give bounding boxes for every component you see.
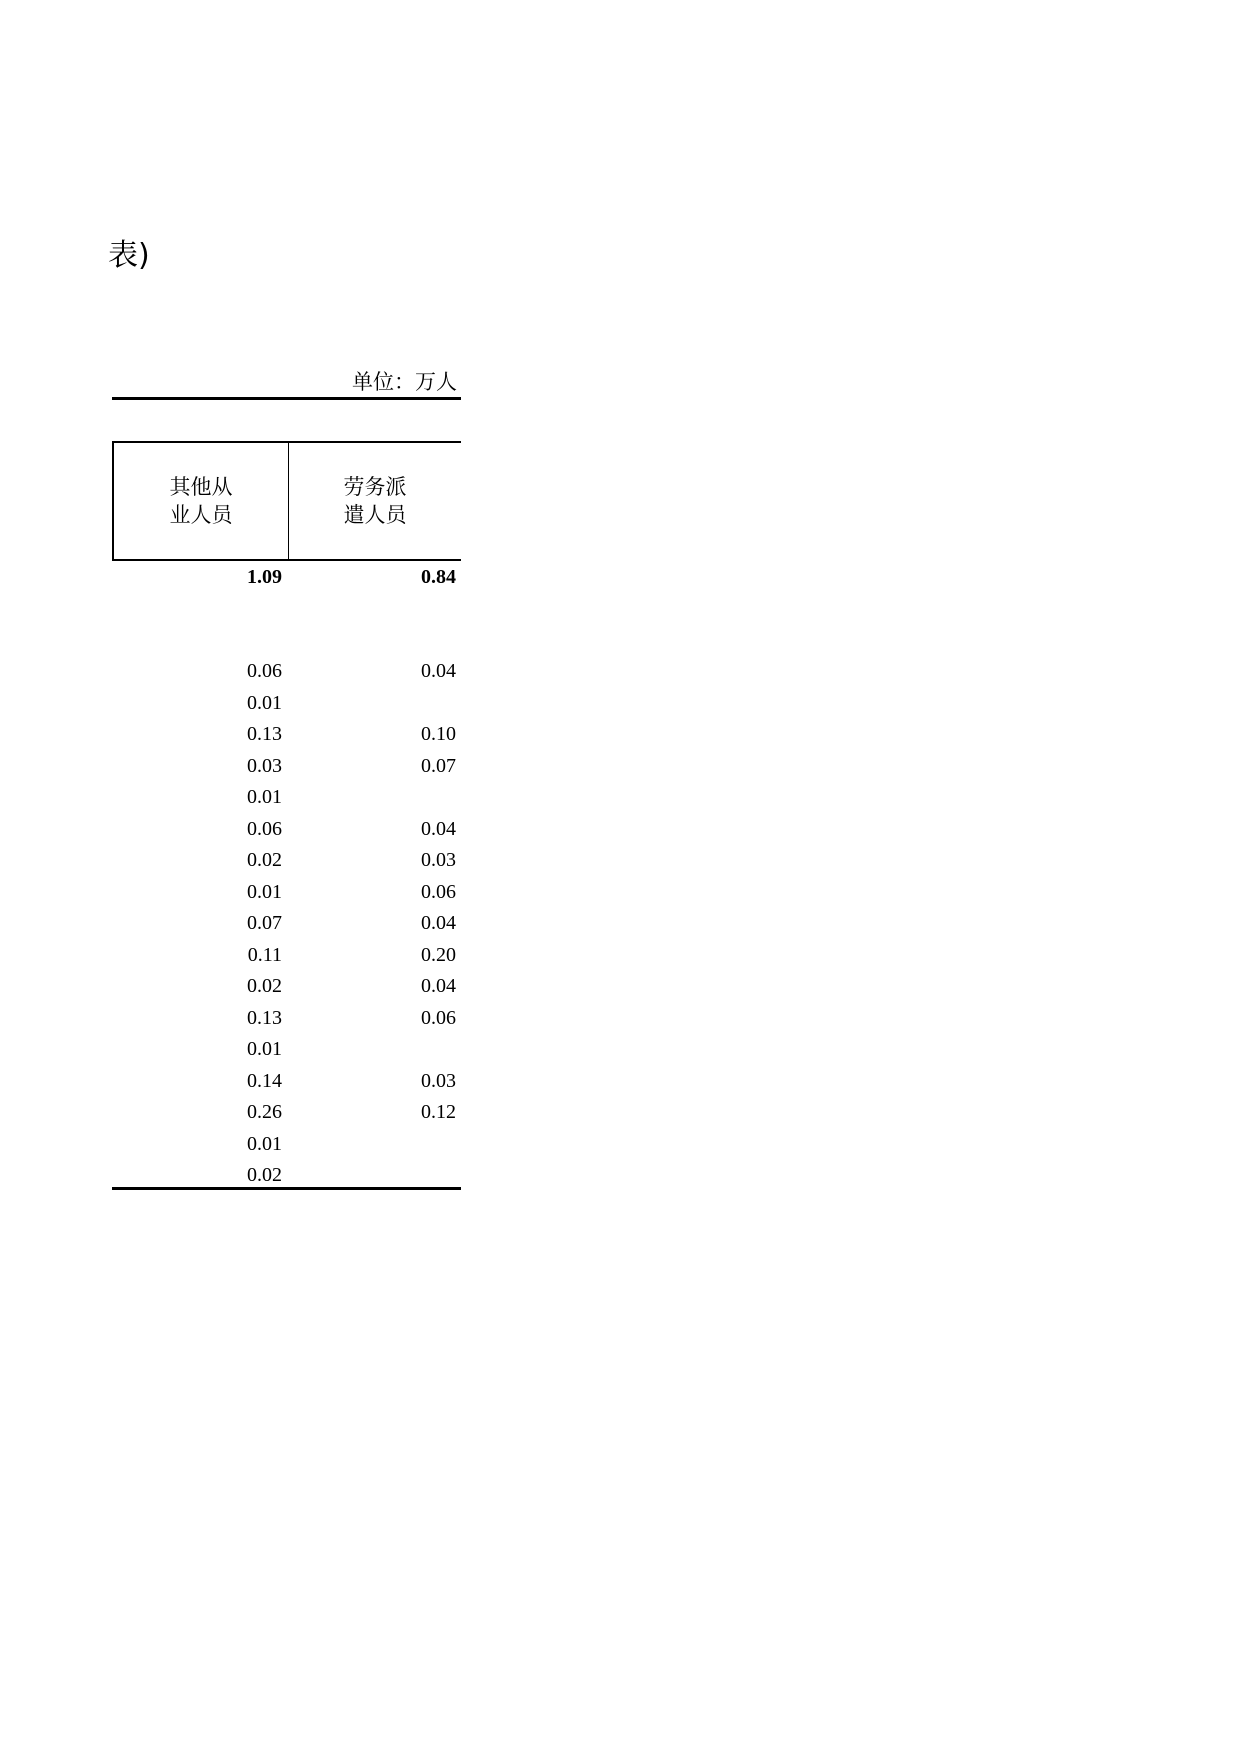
column-header-other-employees	[114, 443, 288, 559]
table-cell-other-employees: 0.11	[247, 944, 282, 966]
table-cell-other-employees: 0.01	[247, 881, 282, 903]
table-cell-other-employees: 0.02	[247, 849, 282, 871]
table-cell-other-employees: 0.06	[247, 818, 282, 840]
table-cell-other-employees: 0.13	[247, 1007, 282, 1029]
bottom-rule	[112, 1187, 461, 1190]
table-cell-other-employees: 0.03	[247, 755, 282, 777]
table-cell-dispatched-workers: 0.04	[421, 818, 456, 840]
page-title-fragment: 表)	[108, 238, 150, 273]
table-cell-dispatched-workers: 0.03	[421, 1070, 456, 1092]
table-cell-other-employees: 0.01	[247, 786, 282, 808]
table-cell-other-employees: 0.06	[247, 660, 282, 682]
table-cell-dispatched-workers: 0.07	[421, 755, 456, 777]
table-header	[112, 441, 461, 561]
table-cell-other-employees: 0.13	[247, 723, 282, 745]
table-cell-dispatched-workers: 0.06	[421, 881, 456, 903]
table-cell-other-employees: 0.26	[247, 1101, 282, 1123]
table-cell-dispatched-workers: 0.03	[421, 849, 456, 871]
table-cell-dispatched-workers: 0.12	[421, 1101, 456, 1123]
unit-label: 单位：万人	[352, 370, 457, 394]
table-cell-dispatched-workers: 0.10	[421, 723, 456, 745]
table-cell-dispatched-workers: 0.04	[421, 975, 456, 997]
table-cell-other-employees: 0.02	[247, 975, 282, 997]
column-header-label: 劳务派 遣人员	[343, 475, 407, 527]
table-cell-dispatched-workers: 0.04	[421, 660, 456, 682]
table-cell-other-employees: 0.07	[247, 912, 282, 934]
table-cell-other-employees: 0.01	[247, 1133, 282, 1155]
top-rule	[112, 397, 461, 400]
total-cell-other-employees: 1.09	[247, 566, 282, 588]
table-cell-other-employees: 0.14	[247, 1070, 282, 1092]
column-header-dispatched-workers	[289, 443, 461, 559]
table-cell-dispatched-workers: 0.04	[421, 912, 456, 934]
table-cell-dispatched-workers: 0.06	[421, 1007, 456, 1029]
table-cell-other-employees: 0.02	[247, 1164, 282, 1186]
total-cell-dispatched-workers: 0.84	[421, 566, 456, 588]
table-cell-other-employees: 0.01	[247, 1038, 282, 1060]
column-header-label: 其他从 业人员	[169, 475, 233, 527]
table-cell-dispatched-workers: 0.20	[421, 944, 456, 966]
table-cell-other-employees: 0.01	[247, 692, 282, 714]
